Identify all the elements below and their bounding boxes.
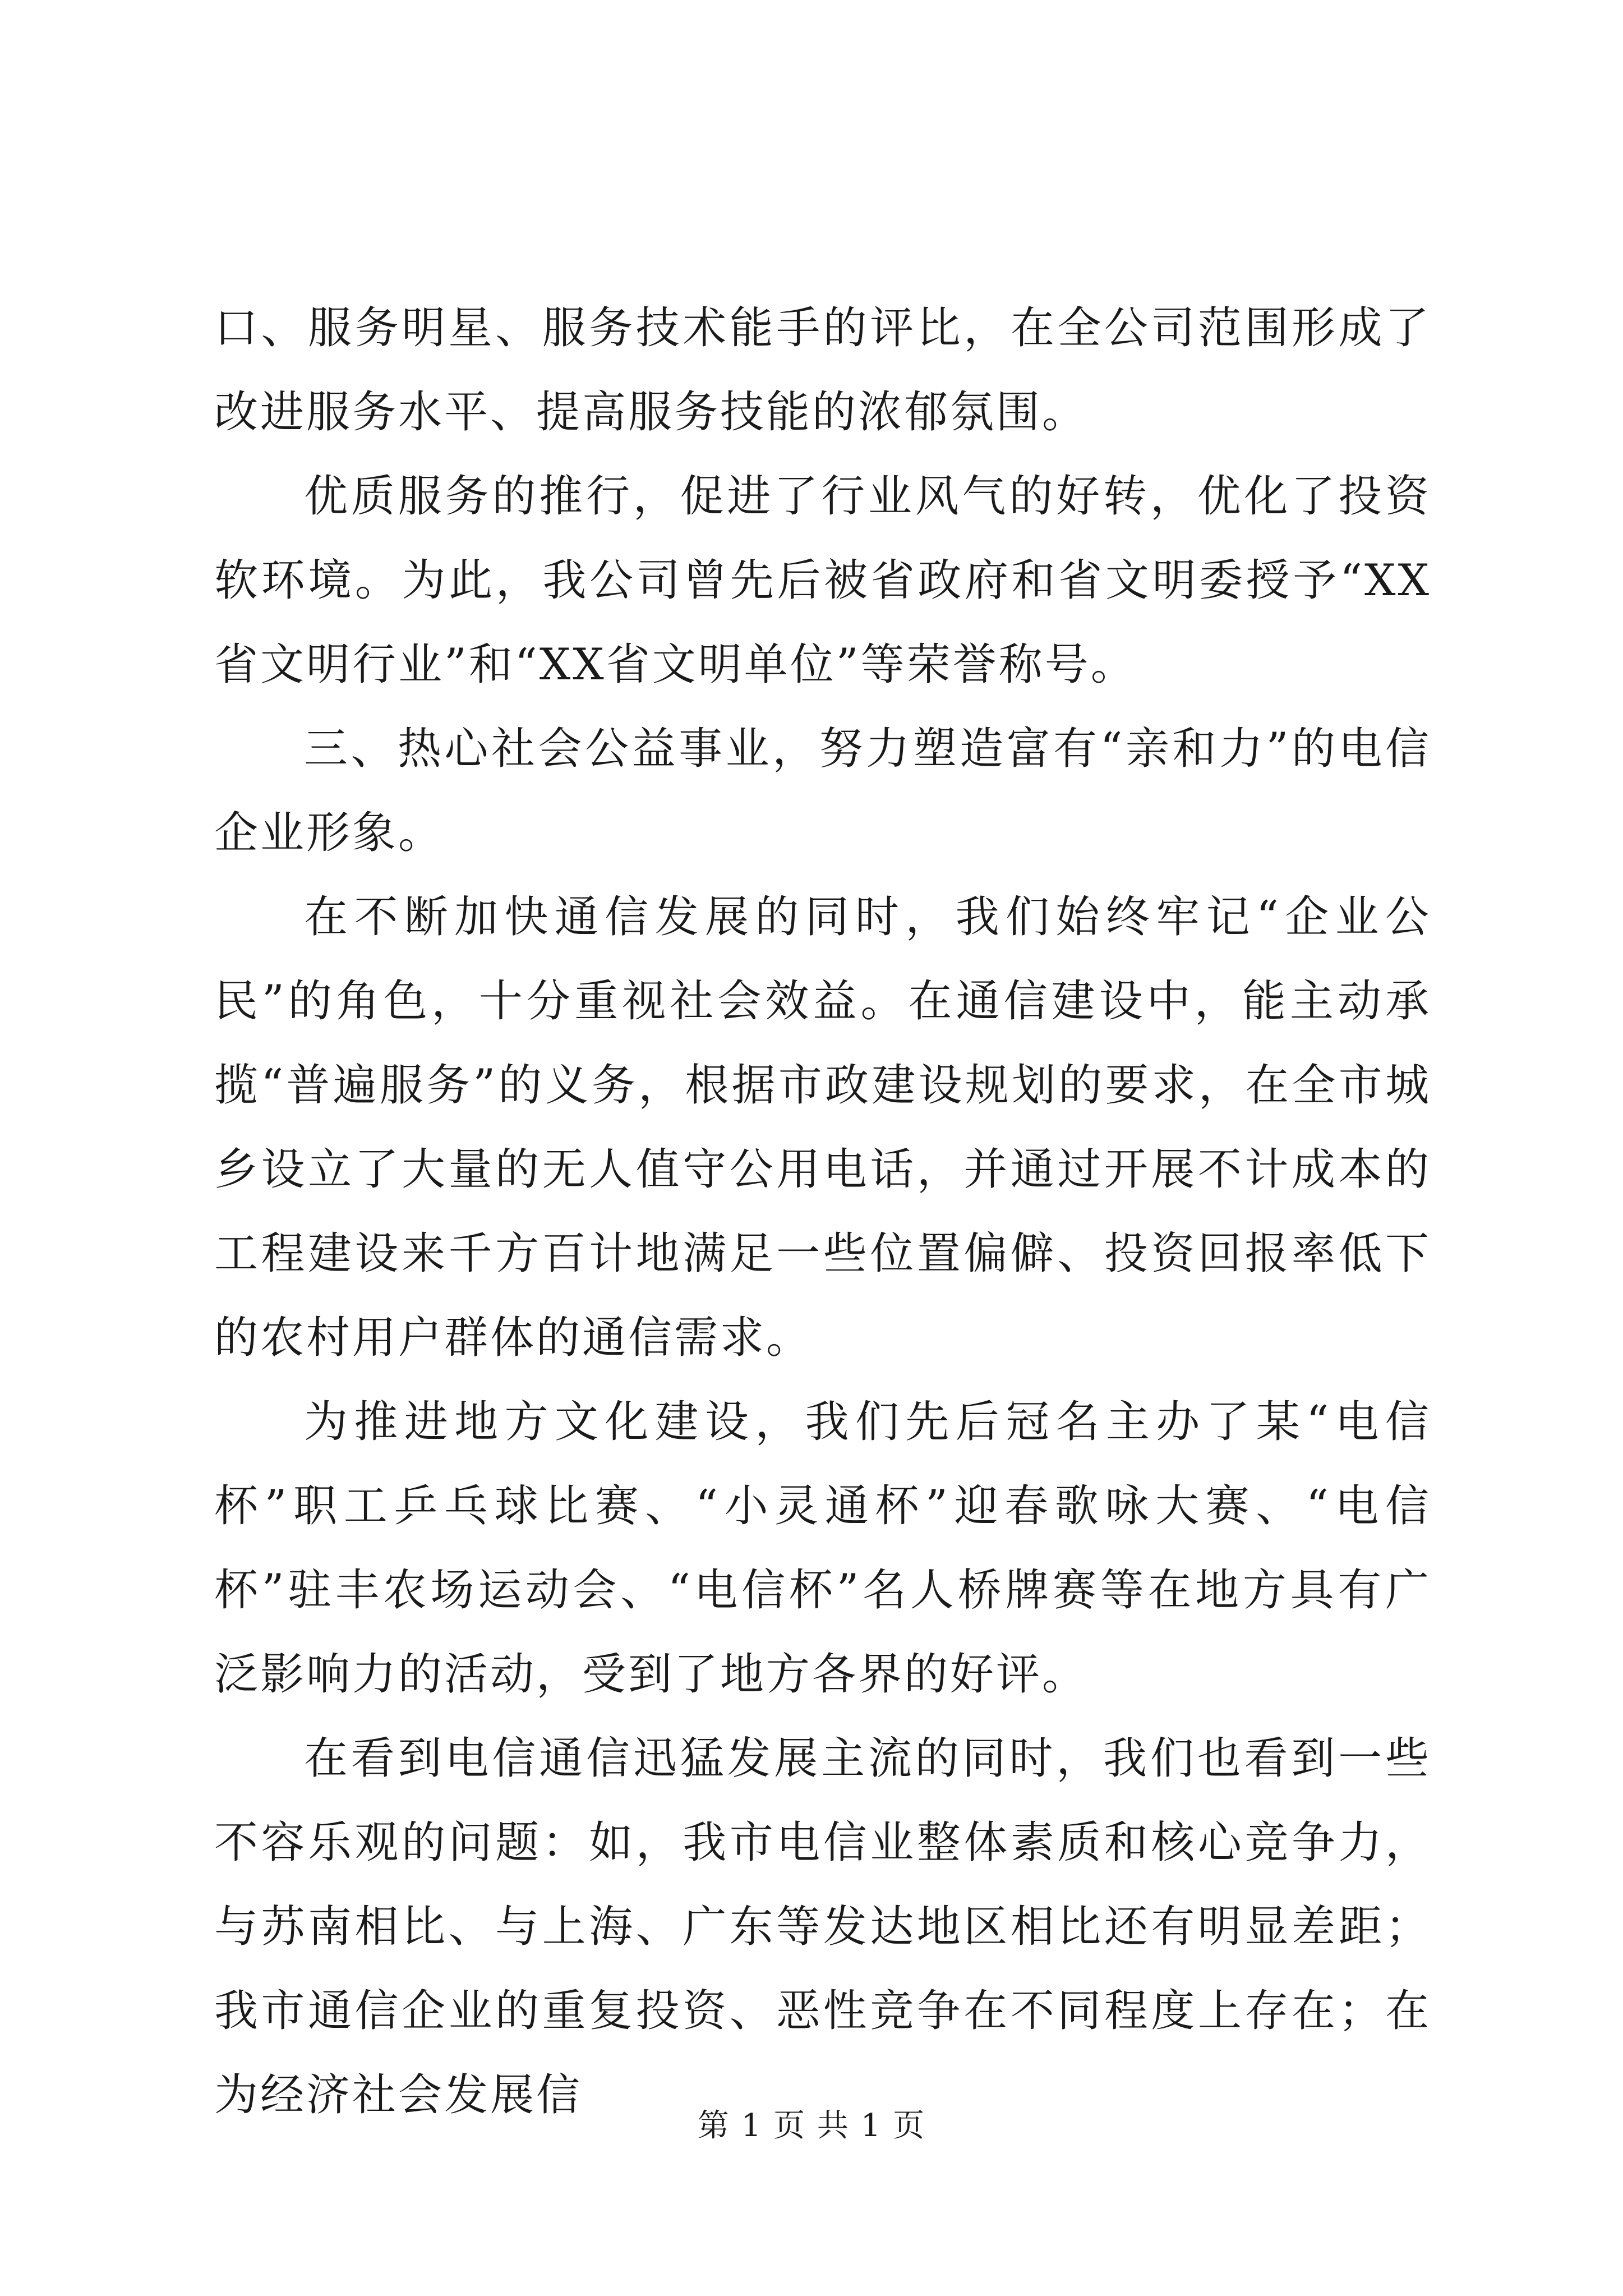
- paragraph-4: 在不断加快通信发展的同时，我们始终牢记“企业公民”的角色，十分重视社会效益。在通信建设中，能主动承揽“普遍服务”的义务，根据市政建设规划的要求，在全市城乡设立了大量的无人值守公用电话，并通过开展不计成本的工程建设来千方百计地满足一些位置偏僻、投资回报率低下的农村用户群体的通信需求。: [214, 892, 1431, 1363]
- paragraph-1: 口、服务明星、服务技术能手的评比，在全公司范围形成了改进服务水平、提高服务技能的浓郁氛围。: [214, 303, 1431, 438]
- paragraph-2: 优质服务的推行，促进了行业风气的好转，优化了投资软环境。为此，我公司曾先后被省政府和省文明委授予“XX省文明行业”和“XX省文明单位”等荣誉称号。: [214, 471, 1431, 690]
- document-body: [214, 286, 1431, 2137]
- page-footer: 第 1 页 共 1 页: [697, 2108, 926, 2144]
- paragraph-5: 为推进地方文化建设，我们先后冠名主办了某“电信杯”职工乒乓球比赛、“小灵通杯”迎春歌咏大赛、“电信杯”驻丰农场运动会、“电信杯”名人桥牌赛等在地方具有广泛影响力的活动，受到了地方各界的好评。: [214, 1397, 1431, 1700]
- paragraph-6: 在看到电信通信迅猛发展主流的同时，我们也看到一些不容乐观的问题：如，我市电信业整体素质和核心竞争力，与苏南相比、与上海、广东等发达地区相比还有明显差距；我市通信企业的重复投资、恶性竞争在不同程度上存在；在为经济社会发展信: [214, 1733, 1431, 2120]
- section-heading-3: 三、热心社会公益事业，努力塑造富有“亲和力”的电信企业形象。: [214, 724, 1431, 858]
